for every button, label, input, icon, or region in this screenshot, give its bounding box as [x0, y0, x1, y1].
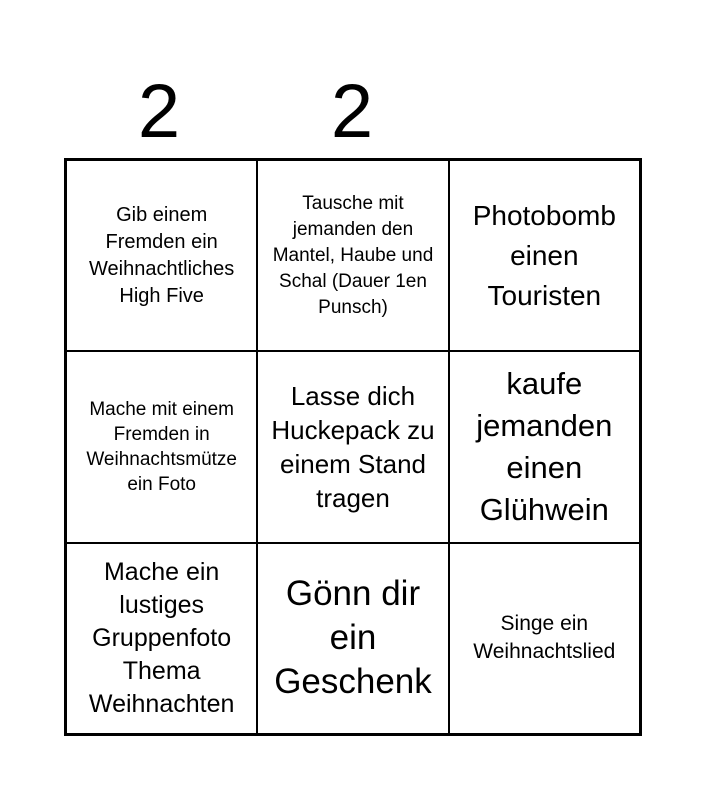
- bingo-cell[interactable]: [66, 543, 257, 734]
- bingo-cell[interactable]: [66, 351, 257, 542]
- bingo-cell[interactable]: [449, 543, 640, 734]
- bingo-cell[interactable]: [257, 160, 448, 351]
- header-number-1: 2: [137, 69, 181, 154]
- bingo-cell-text: Mache mit einem Fremden in Weihnachtsmütze ein Foto: [86, 398, 237, 495]
- bingo-cell[interactable]: [257, 351, 448, 542]
- bingo-cell[interactable]: [449, 351, 640, 542]
- header-number-2: 2: [330, 69, 374, 154]
- bingo-cell-text: Singe ein Weihnachtslied: [473, 612, 616, 664]
- bingo-cell-text: Photobomb einen Touristen: [472, 199, 616, 311]
- bingo-cell-text: Gönn dir ein Geschenk: [274, 574, 432, 702]
- bingo-cell-text: Mache ein lustiges Gruppenfoto Thema Weihnachten: [88, 557, 235, 718]
- bingo-cell[interactable]: [257, 543, 448, 734]
- bingo-cell-text: Gib einem Fremden ein Weihnachtliches High Five: [89, 203, 235, 307]
- bingo-cell[interactable]: [449, 160, 640, 351]
- bingo-board: [64, 158, 642, 736]
- bingo-cell-text: Tausche mit jemanden den Mantel, Haube und Schal (Dauer 1en Punsch): [272, 192, 434, 318]
- bingo-cell-text: kaufe jemanden einen Glühwein: [476, 365, 613, 527]
- bingo-cell-text: Lasse dich Huckepack zu einem Stand tragen: [271, 380, 435, 513]
- bingo-cell[interactable]: [66, 160, 257, 351]
